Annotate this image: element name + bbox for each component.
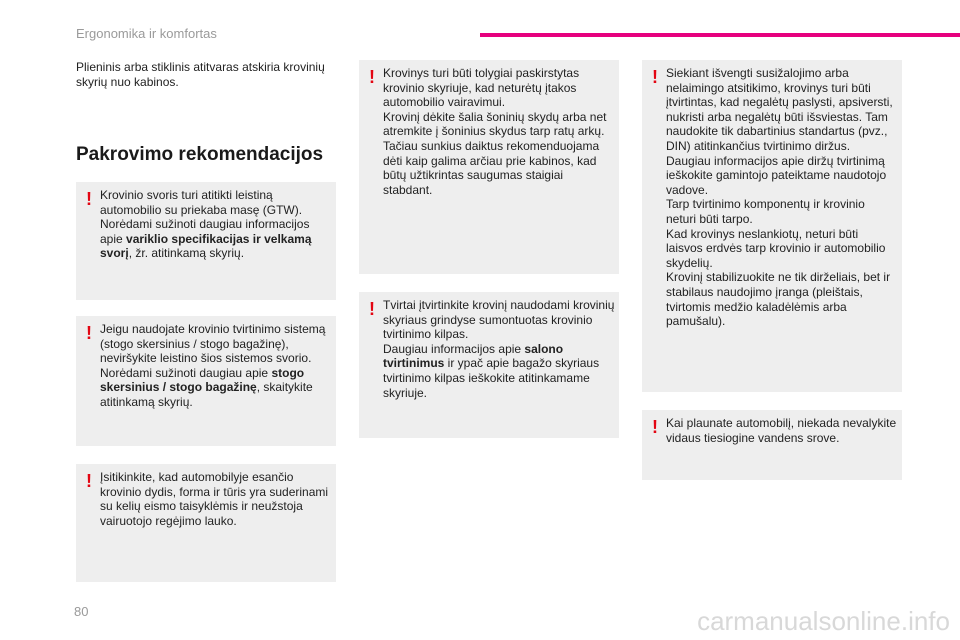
warning-text-line: Siekiant išvengti susižalojimo arba nelaimingo atsitikimo, krovinys turi būti įtvirtintas, kad negalėtų paslysti, apsiversti, nukristi arba negalėtų būti išsviestas. Tam naudokite tik dabartinius standartus (pvz., DIN) atitinkančius tvirtinimo diržus. xyxy=(666,66,893,153)
warning-text-line: Tarp tvirtinimo komponentų ir krovinio neturi būti tarpo. xyxy=(666,197,865,226)
warning-text-line: Krovinys turi būti tolygiai paskirstytas krovinio skyriuje, kad neturėtų įtakos automobilio vairavimui. xyxy=(383,66,580,110)
section-title: Ergonomika ir komfortas xyxy=(76,26,217,41)
warning-text-line: Tvirtai įtvirtinkite krovinį naudodami krovinių skyriaus grindyse sumontuotas krovinio tvirtinimo kilpas. xyxy=(383,298,615,342)
warning-icon: ! xyxy=(86,323,92,343)
warning-text-line: Krovinį stabilizuokite ne tik dirželiais, bet ir stabilaus naudojimo įranga (pleištais, tvirtomis medžio kaladėlėmis arba pamušalu). xyxy=(666,270,891,329)
warning-box-distribution xyxy=(359,60,619,274)
header-accent-bar xyxy=(480,33,960,37)
warning-text: Krovinio svoris turi atitikti leistiną automobilio su priekaba masę (GTW). Norėdami sužinoti daugiau informacijos apie variklio specifikacijas ir velkamą svorį, žr. atitinkamą skyrių. xyxy=(100,188,312,261)
warning-box-weight xyxy=(76,182,336,300)
warning-box-dimensions xyxy=(76,464,336,582)
warning-text-line: Tačiau sunkius daiktus rekomenduojama dėti kaip galima arčiau prie kabinos, kad būtų užtikrintas saugumas staigiai stabdant. xyxy=(383,138,600,197)
warning-text: Jeigu naudojate krovinio tvirtinimo sistemą (stogo skersinius / stogo bagažinę), neviršykite leistino šios sistemos svorio. Norėdami sužinoti daugiau apie stogo skersinius / stogo bagažinę, skaitykite atitinkamą skyrių. xyxy=(100,322,326,409)
warning-box-anchor-rings xyxy=(359,292,619,438)
warning-text: Kai plaunate automobilį, niekada nevalykite vidaus tiesiogine vandens srove. xyxy=(666,416,897,445)
watermark: carmanualsonline.info xyxy=(697,606,950,636)
page-number: 80 xyxy=(74,604,89,619)
warning-icon: ! xyxy=(369,299,375,319)
warning-text-line: Daugiau informacijos apie salono tvirtinimus ir ypač apie bagažo skyriaus tvirtinimo kilpas ieškokite atitinkamame skyriuje. xyxy=(383,341,600,400)
warning-text-line: Krovinį dėkite šalia šoninių skydų arba net atremkite į šoninius skydus tarp ratų arkų. xyxy=(383,109,607,139)
warning-text-line: Kad krovinys neslankiotų, neturi būti laisvos erdvės tarp krovinio ir automobilio skydelių. xyxy=(666,226,886,270)
section-heading: Pakrovimo rekomendacijos xyxy=(76,144,324,165)
warning-icon: ! xyxy=(86,471,92,491)
warning-icon: ! xyxy=(652,67,658,87)
intro-text: Plieninis arba stiklinis atitvaras atskiria krovinių skyrių nuo kabinos. xyxy=(76,60,325,89)
warning-icon: ! xyxy=(86,189,92,209)
warning-text: Įsitikinkite, kad automobilyje esančio krovinio dydis, forma ir tūris yra suderinami su kelių eismo taisyklėmis ir neužstoja vairuotojo regėjimo lauko. xyxy=(100,470,329,528)
warning-box-roof-bars xyxy=(76,316,336,446)
warning-icon: ! xyxy=(652,417,658,437)
warning-text-line: Daugiau informacijos apie diržų tvirtinimą ieškokite gamintojo pateiktame naudotojo vadove. xyxy=(666,153,887,197)
warning-icon: ! xyxy=(369,67,375,87)
warning-box-securing-load xyxy=(642,60,902,392)
warning-box-washing xyxy=(642,410,902,480)
